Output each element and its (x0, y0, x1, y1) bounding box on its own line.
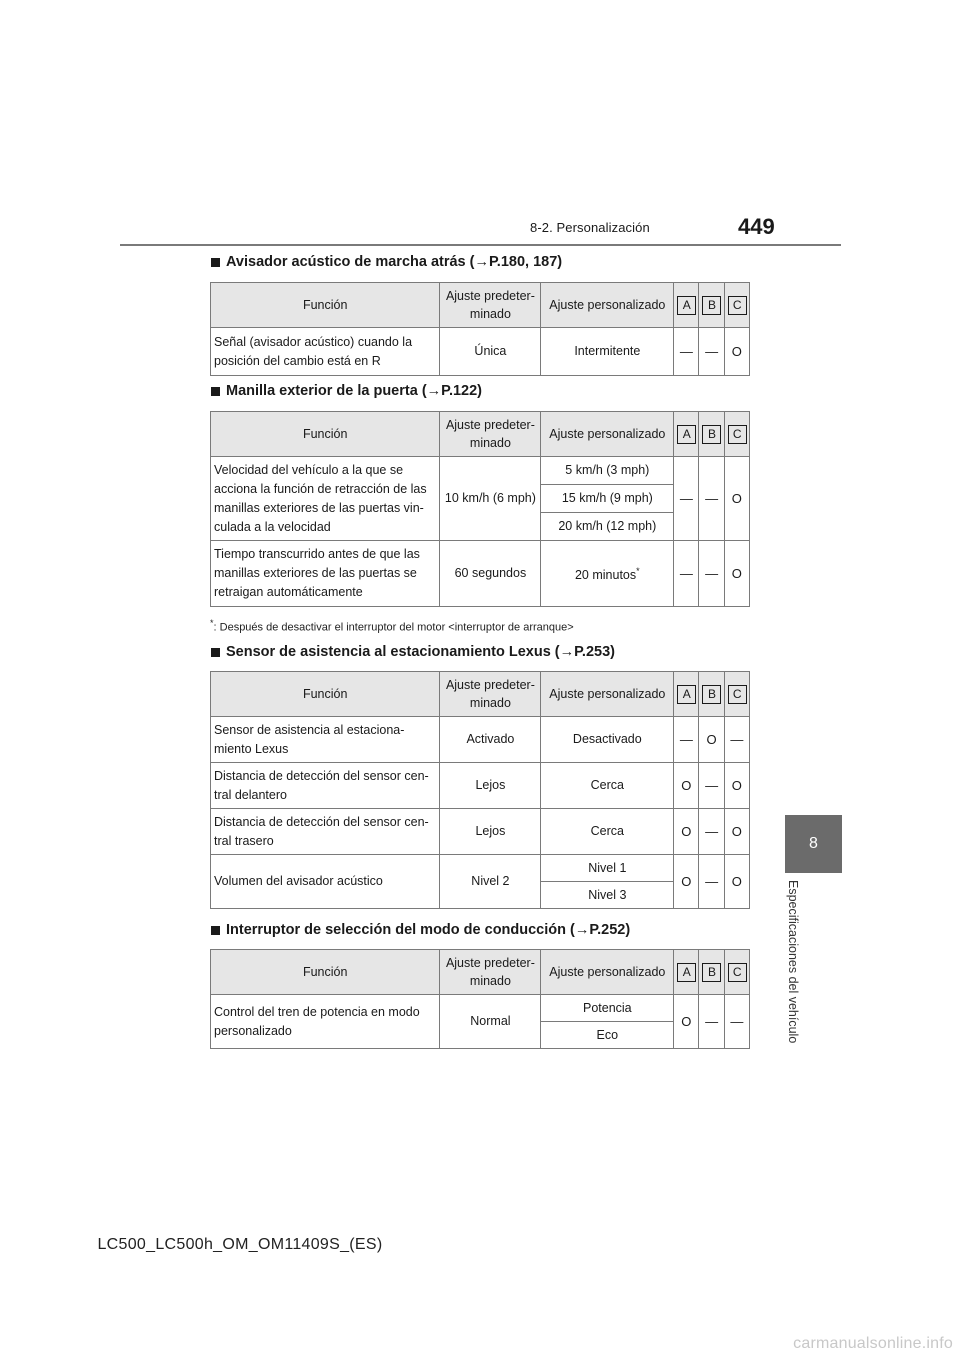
footnote-mark: * (636, 565, 640, 576)
cell-custom: Intermitente (541, 328, 674, 376)
square-bullet-icon (211, 258, 220, 267)
col-b (699, 950, 724, 995)
cell-default: Activado (440, 717, 541, 763)
custom-value: 20 minutos (574, 568, 637, 583)
table-header-row (211, 412, 750, 457)
col-default: Ajuste predeter- minado (440, 283, 541, 328)
letter-box-a: A (677, 296, 696, 315)
col-funcion: Función (211, 412, 440, 457)
col-b (699, 412, 724, 457)
table-row (211, 328, 750, 376)
cell-custom: Desactivado (541, 717, 674, 763)
letter-box-c: C (728, 963, 747, 982)
col-b (699, 672, 724, 717)
footnote-text: : Después de desactivar el interruptor del motor <interruptor de arranque> (213, 621, 574, 634)
header-rule (120, 244, 841, 246)
cell-funcion: Sensor de asistencia al estaciona-miento Lexus (211, 717, 440, 763)
letter-box-c: C (728, 296, 747, 315)
cell-c: O (724, 457, 749, 541)
col-c (724, 672, 749, 717)
cell-custom: 5 km/h (3 mph) (541, 457, 674, 485)
cell-a: — (674, 541, 699, 607)
col-custom: Ajuste personalizado (541, 412, 674, 457)
square-bullet-icon (211, 648, 220, 657)
cell-b: — (699, 457, 724, 541)
cell-custom: 20 km/h (12 mph) (541, 513, 674, 541)
table-door-handle (210, 411, 750, 607)
table-header-row (211, 672, 750, 717)
cell-funcion: Volumen del avisador acústico (211, 855, 440, 909)
cell-default: 60 segundos (440, 541, 541, 607)
col-funcion: Función (211, 950, 440, 995)
table-parking-sensor (210, 671, 750, 909)
footer-model-code (0, 1236, 960, 1254)
table-header-row (211, 950, 750, 995)
cell-custom: Cerca (541, 809, 674, 855)
col-default: Ajuste predeter- minado (440, 672, 541, 717)
cell-default: Nivel 2 (440, 855, 541, 909)
cell-b: — (699, 328, 724, 376)
table-header-row (211, 283, 750, 328)
cell-b: — (699, 995, 724, 1049)
cell-c: O (724, 541, 749, 607)
cell-funcion: Tiempo transcurrido antes de que las manillas exteriores de las puertas se retraigan automáticamente (211, 541, 440, 607)
col-custom: Ajuste personalizado (541, 283, 674, 328)
cell-default: Única (440, 328, 541, 376)
table-row (211, 457, 750, 485)
letter-box-c: C (728, 425, 747, 444)
section-heading-text: Manilla exterior de la puerta (→P.122) (226, 383, 482, 399)
cell-default: Normal (440, 995, 541, 1049)
cell-custom: Nivel 1 (541, 855, 674, 882)
cell-b: — (699, 855, 724, 909)
letter-box-b: B (702, 296, 721, 315)
col-custom: Ajuste personalizado (541, 950, 674, 995)
cell-custom: Potencia (541, 995, 674, 1022)
letter-box-a: A (677, 685, 696, 704)
chapter-tab (785, 815, 842, 873)
cell-b: — (699, 541, 724, 607)
table-row (211, 809, 750, 855)
chapter-side-title: Especificaciones del vehículo (786, 880, 800, 1044)
table-row (211, 763, 750, 809)
cell-b: — (699, 763, 724, 809)
cell-custom: Eco (541, 1022, 674, 1049)
cell-a: — (674, 328, 699, 376)
table-reverse-buzzer (210, 282, 750, 376)
letter-box-b: B (702, 685, 721, 704)
table-drive-mode (210, 949, 750, 1049)
letter-box-a: A (677, 963, 696, 982)
cell-a: — (674, 717, 699, 763)
section-heading-text: Sensor de asistencia al estacionamiento Lexus (→P.253) (226, 644, 615, 660)
col-a (674, 412, 699, 457)
cell-custom: Cerca (541, 763, 674, 809)
page-number: 449 (738, 214, 775, 239)
col-funcion: Función (211, 283, 440, 328)
letter-box-b: B (702, 963, 721, 982)
cell-c: O (724, 763, 749, 809)
table-row (211, 717, 750, 763)
square-bullet-icon (211, 926, 220, 935)
footnote-mark: * (210, 618, 214, 628)
footer-model-text: LC500_LC500h_OM_OM11409S_(ES) (97, 1236, 383, 1253)
section-heading-parking-sensor (211, 644, 615, 660)
col-c (724, 412, 749, 457)
col-a (674, 283, 699, 328)
cell-default: 10 km/h (6 mph) (440, 457, 541, 541)
cell-custom: 15 km/h (9 mph) (541, 485, 674, 513)
letter-box-c: C (728, 685, 747, 704)
table-row (211, 855, 750, 882)
section-heading-drive-mode (211, 922, 630, 938)
col-c (724, 283, 749, 328)
cell-c: — (724, 717, 749, 763)
col-default: Ajuste predeter- minado (440, 950, 541, 995)
cell-funcion: Distancia de detección del sensor cen-tral trasero (211, 809, 440, 855)
col-funcion: Función (211, 672, 440, 717)
col-a (674, 672, 699, 717)
cell-c: O (724, 809, 749, 855)
section-heading-text: Interruptor de selección del modo de conducción (→P.252) (226, 922, 631, 938)
section-heading-reverse-buzzer (211, 254, 562, 270)
footer-watermark: carmanualsonline.info (793, 1335, 953, 1352)
letter-box-b: B (702, 425, 721, 444)
col-b (699, 283, 724, 328)
footnote (210, 618, 574, 634)
letter-box-a: A (677, 425, 696, 444)
cell-funcion: Distancia de detección del sensor cen-tral delantero (211, 763, 440, 809)
chapter-number: 8 (809, 835, 818, 852)
section-heading-text: Avisador acústico de marcha atrás (→P.180, 187) (226, 254, 563, 270)
cell-a: O (674, 809, 699, 855)
cell-a: O (674, 995, 699, 1049)
cell-a: — (674, 457, 699, 541)
cell-a: O (674, 855, 699, 909)
cell-c: O (724, 855, 749, 909)
cell-funcion: Velocidad del vehículo a la que se acciona la función de retracción de las manillas exteriores de las puertas vin-culada a la velocidad (211, 457, 440, 541)
cell-b: — (699, 809, 724, 855)
table-row (211, 541, 750, 607)
cell-c: O (724, 328, 749, 376)
col-custom: Ajuste personalizado (541, 672, 674, 717)
cell-custom (541, 541, 674, 607)
section-heading-door-handle (211, 383, 482, 399)
cell-default: Lejos (440, 763, 541, 809)
cell-custom: Nivel 3 (541, 882, 674, 909)
cell-b: O (699, 717, 724, 763)
header-section-title: 8-2. Personalización (530, 220, 650, 235)
col-c (724, 950, 749, 995)
table-row (211, 995, 750, 1022)
square-bullet-icon (211, 387, 220, 396)
col-a (674, 950, 699, 995)
cell-default: Lejos (440, 809, 541, 855)
cell-funcion: Señal (avisador acústico) cuando la posición del cambio está en R (211, 328, 440, 376)
cell-c: — (724, 995, 749, 1049)
cell-funcion: Control del tren de potencia en modo personalizado (211, 995, 440, 1049)
col-default: Ajuste predeter- minado (440, 412, 541, 457)
cell-a: O (674, 763, 699, 809)
